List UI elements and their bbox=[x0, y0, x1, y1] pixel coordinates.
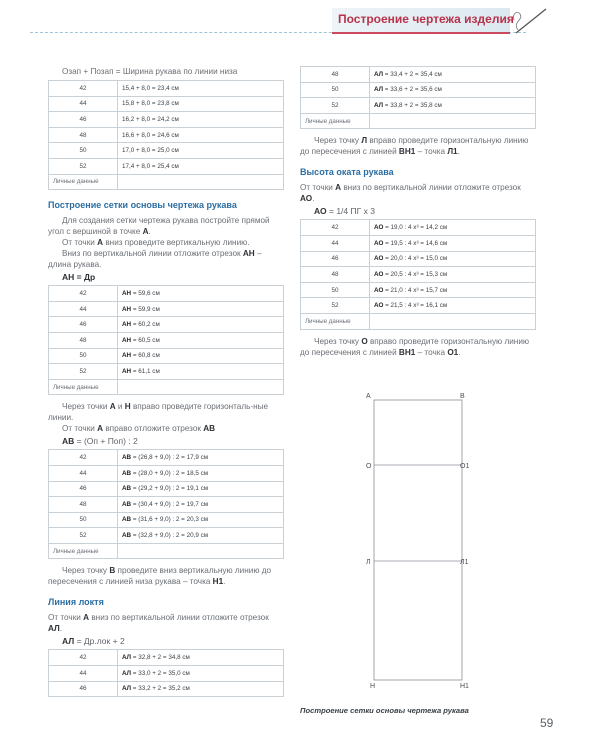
personal-data-row bbox=[301, 313, 536, 329]
value-cell: АВ = (32,8 + 9,0) : 2 = 20,9 см bbox=[118, 528, 284, 544]
size-cell: 52 bbox=[301, 98, 370, 114]
grid-rectangle bbox=[374, 400, 462, 680]
size-cell: 48 bbox=[49, 127, 118, 143]
ab-table bbox=[48, 449, 284, 559]
table-row bbox=[49, 666, 284, 682]
formula-ab: АВ = (Оп + Поп) : 2 bbox=[62, 436, 138, 447]
vertical-line-paragraph: Через точку В проведите вниз вертикальную линию до пересечения с линией низа рукава – точка Н1. bbox=[48, 566, 272, 587]
value-cell: 16,6 + 8,0 = 24,6 см bbox=[118, 127, 284, 143]
value-cell: АН = 60,8 см bbox=[118, 348, 284, 364]
grid-heading: Построение сетки основы чертежа рукава bbox=[48, 200, 237, 211]
horizontal-lines-paragraph: Через точки А и Н вправо проведите горизонталь-ные линии. bbox=[48, 402, 269, 423]
table-row bbox=[49, 127, 284, 143]
grid-paragraph-1: Для создания сетки чертежа рукава постройте прямой угол с вершиной в точке А. bbox=[48, 216, 270, 237]
value-cell: АН = 60,5 см bbox=[118, 332, 284, 348]
value-cell: АЛ = 33,6 + 2 = 35,6 см bbox=[370, 82, 536, 98]
point-h1-label: Н1 bbox=[460, 683, 469, 690]
diagram-caption: Построение сетки основы чертежа рукава bbox=[300, 706, 469, 715]
size-cell: 46 bbox=[49, 317, 118, 333]
size-cell: 52 bbox=[49, 528, 118, 544]
table-row bbox=[49, 286, 284, 302]
table-row bbox=[49, 301, 284, 317]
point-o-label: О bbox=[366, 463, 372, 470]
value-cell: АЛ = 33,8 + 2 = 35,8 см bbox=[370, 98, 536, 114]
ab-paragraph: От точки А вправо отложите отрезок АВ bbox=[62, 424, 216, 434]
sleeve-width-table bbox=[48, 80, 284, 190]
value-cell: АН = 59,9 см bbox=[118, 301, 284, 317]
table-row bbox=[301, 220, 536, 236]
size-cell: 52 bbox=[301, 298, 370, 314]
size-cell: 42 bbox=[49, 81, 118, 97]
size-cell: 52 bbox=[49, 158, 118, 174]
point-l1-label: Л1 bbox=[460, 559, 469, 566]
size-cell: 44 bbox=[49, 666, 118, 682]
table-row bbox=[301, 251, 536, 267]
value-cell: АВ = (30,4 + 9,0) : 2 = 19,7 см bbox=[118, 497, 284, 513]
value-cell: 17,0 + 8,0 = 25,0 см bbox=[118, 143, 284, 159]
al-table-part1 bbox=[48, 649, 284, 697]
table-row bbox=[49, 332, 284, 348]
point-o1-label: О1 bbox=[460, 463, 470, 470]
table-row bbox=[49, 497, 284, 513]
cap-height-heading: Высота оката рукава bbox=[300, 167, 394, 178]
table-row bbox=[49, 681, 284, 697]
value-cell: АО = 19,0 : 4 х³ = 14,2 см bbox=[370, 220, 536, 236]
size-cell: 46 bbox=[301, 251, 370, 267]
value-cell: АВ = (28,0 + 9,0) : 2 = 18,5 см bbox=[118, 465, 284, 481]
l-horizontal-paragraph: Через точку Л вправо проведите горизонтальную линию до пересечения с линией ВН1 – точка Л1. bbox=[300, 136, 529, 157]
value-cell: АВ = (29,2 + 9,0) : 2 = 19,1 см bbox=[118, 481, 284, 497]
personal-data-input[interactable] bbox=[118, 174, 284, 190]
size-cell: 42 bbox=[49, 450, 118, 466]
personal-data-label: Личные данные bbox=[301, 113, 370, 129]
formula-ah: АН = Др bbox=[62, 272, 96, 283]
ao-table bbox=[300, 219, 536, 329]
size-cell: 50 bbox=[301, 282, 370, 298]
needle-thread-icon bbox=[510, 6, 550, 36]
size-cell: 48 bbox=[49, 332, 118, 348]
size-cell: 44 bbox=[49, 301, 118, 317]
sleeve-grid-diagram bbox=[300, 390, 500, 690]
size-cell: 42 bbox=[49, 286, 118, 302]
value-cell: 17,4 + 8,0 = 25,4 см bbox=[118, 158, 284, 174]
right-column bbox=[300, 66, 536, 358]
personal-data-input[interactable] bbox=[370, 313, 536, 329]
cap-height-paragraph: От точки А вниз по вертикальной линии отложите отрезок АО. bbox=[300, 183, 521, 204]
personal-data-label: Личные данные bbox=[49, 379, 118, 395]
table-row bbox=[301, 298, 536, 314]
table-row bbox=[49, 481, 284, 497]
page-number: 59 bbox=[540, 716, 554, 730]
point-l-label: Л bbox=[366, 559, 371, 566]
sleeve-width-formula: Озап + Позап = Ширина рукава по линии низа bbox=[62, 67, 238, 76]
point-h-label: Н bbox=[370, 683, 376, 690]
size-cell: 48 bbox=[301, 67, 370, 83]
value-cell: АО = 21,0 : 4 х³ = 15,7 см bbox=[370, 282, 536, 298]
table-row bbox=[49, 465, 284, 481]
personal-data-input[interactable] bbox=[370, 113, 536, 129]
value-cell: АЛ = 32,8 + 2 = 34,8 см bbox=[118, 650, 284, 666]
size-cell: 46 bbox=[49, 481, 118, 497]
value-cell: АО = 21,5 : 4 х³ = 16,1 см bbox=[370, 298, 536, 314]
table-row bbox=[49, 81, 284, 97]
value-cell: АЛ = 33,0 + 2 = 35,0 см bbox=[118, 666, 284, 682]
table-row bbox=[49, 158, 284, 174]
personal-data-row bbox=[301, 113, 536, 129]
personal-data-label: Личные данные bbox=[49, 174, 118, 190]
value-cell: АО = 19,5 : 4 х³ = 14,6 см bbox=[370, 235, 536, 251]
table-row bbox=[49, 650, 284, 666]
value-cell: АН = 61,1 см bbox=[118, 364, 284, 380]
table-row bbox=[301, 235, 536, 251]
table-row bbox=[49, 112, 284, 128]
table-row bbox=[301, 67, 536, 83]
value-cell: АО = 20,0 : 4 х³ = 15,0 см bbox=[370, 251, 536, 267]
size-cell: 50 bbox=[49, 512, 118, 528]
size-cell: 42 bbox=[301, 220, 370, 236]
size-cell: 48 bbox=[301, 267, 370, 283]
size-cell: 50 bbox=[301, 82, 370, 98]
personal-data-label: Личные данные bbox=[49, 543, 118, 559]
table-row bbox=[49, 450, 284, 466]
al-table-part2 bbox=[300, 66, 536, 129]
value-cell: 15,4 + 8,0 = 23,4 см bbox=[118, 81, 284, 97]
size-cell: 44 bbox=[49, 465, 118, 481]
table-row bbox=[301, 282, 536, 298]
size-cell: 42 bbox=[49, 650, 118, 666]
table-row bbox=[49, 348, 284, 364]
size-cell: 50 bbox=[49, 348, 118, 364]
o-horizontal-paragraph: Через точку О вправо проведите горизонтальную линию до пересечения с линией ВН1 – точка О1. bbox=[300, 336, 530, 357]
value-cell: АН = 60,2 см bbox=[118, 317, 284, 333]
value-cell: 16,2 + 8,0 = 24,2 см bbox=[118, 112, 284, 128]
personal-data-label: Личные данные bbox=[301, 313, 370, 329]
personal-data-input[interactable] bbox=[118, 379, 284, 395]
size-cell: 46 bbox=[49, 681, 118, 697]
personal-data-row bbox=[49, 379, 284, 395]
size-cell: 52 bbox=[49, 364, 118, 380]
value-cell: АН = 59,6 см bbox=[118, 286, 284, 302]
left-column bbox=[48, 66, 284, 703]
value-cell: АВ = (26,8 + 9,0) : 2 = 17,9 см bbox=[118, 450, 284, 466]
size-cell: 46 bbox=[49, 112, 118, 128]
table-row bbox=[49, 364, 284, 380]
table-row bbox=[49, 317, 284, 333]
page-header-title: Построение чертежа изделия bbox=[338, 12, 514, 26]
value-cell: АЛ = 33,4 + 2 = 35,4 см bbox=[370, 67, 536, 83]
size-cell: 44 bbox=[301, 235, 370, 251]
point-b-label: В bbox=[460, 393, 465, 400]
grid-paragraph-2: От точки А вниз проведите вертикальную линию. bbox=[62, 238, 250, 248]
table-row bbox=[301, 82, 536, 98]
grid-paragraph-3: Вниз по вертикальной линии отложите отрезок АН – длина рукава. bbox=[48, 249, 262, 270]
table-row bbox=[49, 512, 284, 528]
point-a-label: А bbox=[366, 393, 371, 400]
personal-data-row bbox=[49, 543, 284, 559]
personal-data-input[interactable] bbox=[118, 543, 284, 559]
size-cell: 50 bbox=[49, 143, 118, 159]
formula-ao: АО = 1/4 ПГ х 3 bbox=[314, 206, 375, 217]
size-cell: 48 bbox=[49, 497, 118, 513]
elbow-heading: Линия локтя bbox=[48, 597, 104, 608]
table-row bbox=[49, 96, 284, 112]
value-cell: АО = 20,5 : 4 х³ = 15,3 см bbox=[370, 267, 536, 283]
value-cell: АВ = (31,6 + 9,0) : 2 = 20,3 см bbox=[118, 512, 284, 528]
formula-al: АЛ = Др.лок + 2 bbox=[62, 636, 125, 647]
elbow-paragraph: От точки А вниз по вертикальной линии отложите отрезок АЛ. bbox=[48, 613, 269, 634]
personal-data-row bbox=[49, 174, 284, 190]
value-cell: 15,8 + 8,0 = 23,8 см bbox=[118, 96, 284, 112]
table-row bbox=[49, 528, 284, 544]
size-cell: 44 bbox=[49, 96, 118, 112]
ah-table bbox=[48, 285, 284, 395]
table-row bbox=[49, 143, 284, 159]
table-row bbox=[301, 98, 536, 114]
value-cell: АЛ = 33,2 + 2 = 35,2 см bbox=[118, 681, 284, 697]
table-row bbox=[301, 267, 536, 283]
